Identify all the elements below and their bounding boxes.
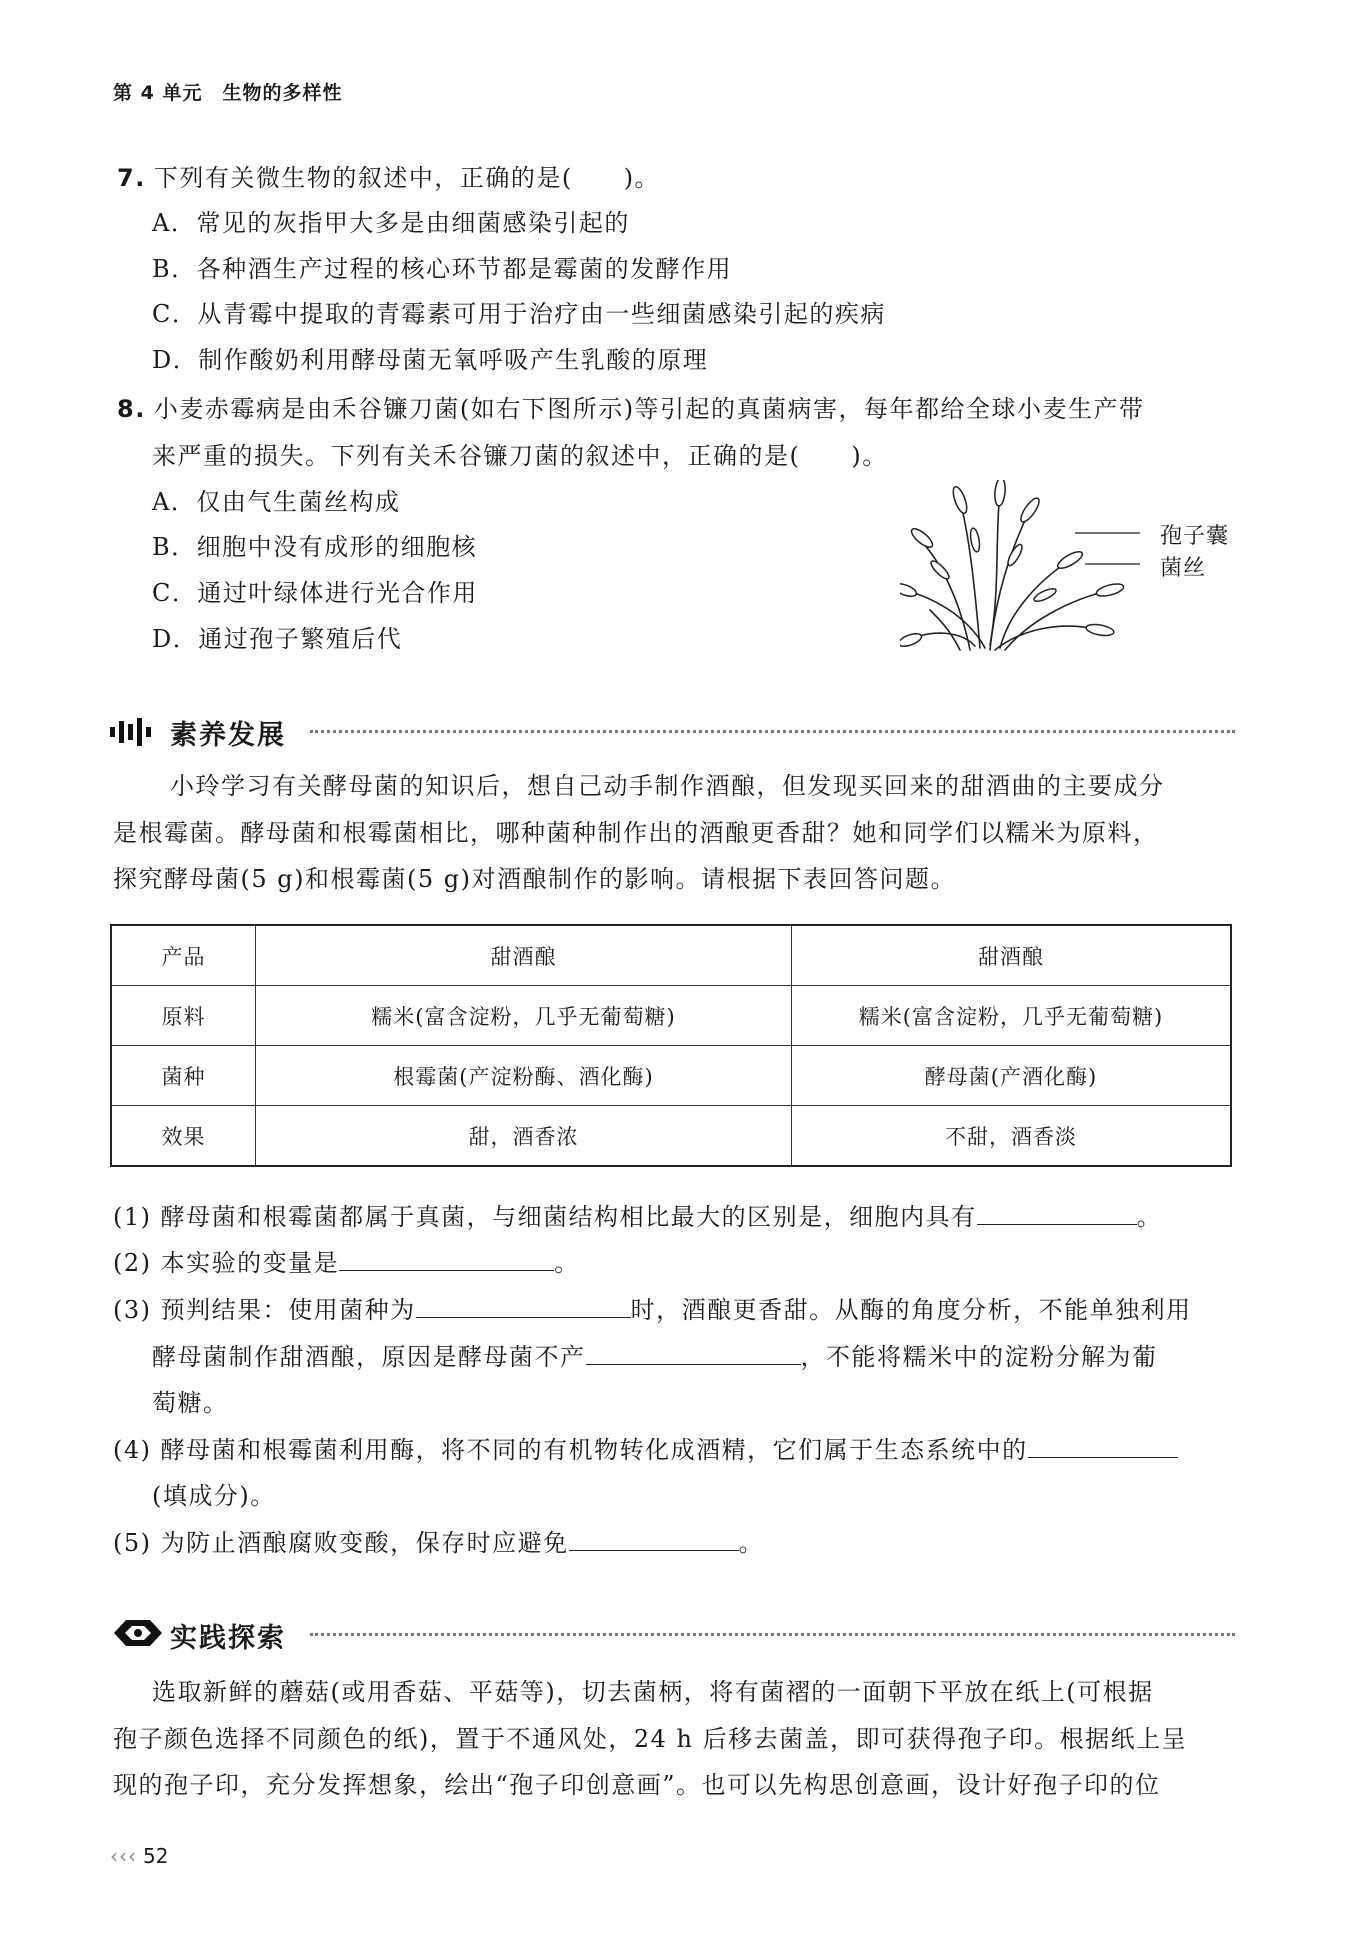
q8-stem-line2: 来严重的损失。下列有关禾谷镰刀菌的叙述中，正确的是( )。 xyxy=(152,442,888,470)
q7-number: 7. xyxy=(117,164,146,192)
subquestion-4-line1: (4) 酵母菌和根霉菌利用酶，将不同的有机物转化成酒精，它们属于生态系统中的 xyxy=(113,1430,1178,1465)
section1-intro-line1: 小玲学习有关酵母菌的知识后，想自己动手制作酒酿，但发现买回来的甜酒曲的主要成分 xyxy=(170,772,1165,800)
hexagon-section-icon xyxy=(108,1616,168,1650)
q8-stem-line1: 8. 小麦赤霉病是由禾谷镰刀菌(如右下图所示)等引起的真菌病害，每年都给全球小麦生产带 xyxy=(117,395,1145,423)
subquestion-3-line1: (3) 预判结果：使用菌种为 时，酒酿更香甜。从酶的角度分析，不能单独利用 xyxy=(113,1296,1192,1324)
answer-blank[interactable] xyxy=(339,1248,554,1271)
q7-option-a: A．常见的灰指甲大多是由细菌感染引起的 xyxy=(152,209,630,237)
table-cell: 糯米(富含淀粉，几乎无葡萄糖) xyxy=(792,986,1232,1046)
table-row xyxy=(111,1106,1231,1167)
bars-section-icon xyxy=(110,718,166,746)
q7-option-b: B．各种酒生产过程的核心环节都是霉菌的发酵作用 xyxy=(152,255,733,283)
section2-text-line3: 现的孢子印，充分发挥想象，绘出“孢子印创意画”。也可以先构思创意画，设计好孢子印的位 xyxy=(113,1771,1161,1799)
table-cell: 根霉菌(产淀粉酶、酒化酶) xyxy=(256,1046,792,1106)
table-cell: 甜酒酿 xyxy=(256,925,792,986)
section2-text-line1: 选取新鲜的蘑菇(或用香菇、平菇等)，切去菌柄，将有菌褶的一面朝下平放在纸上(可根据 xyxy=(152,1678,1154,1706)
section2-text-line2: 孢子颜色选择不同颜色的纸)，置于不通风处，24 h 后移去菌盖，即可获得孢子印。根据纸上呈 xyxy=(113,1725,1188,1753)
q7-stem: 7. 下列有关微生物的叙述中，正确的是( )。 xyxy=(117,164,661,192)
table-cell: 酵母菌(产酒化酶) xyxy=(792,1046,1232,1106)
q8-option-a: A．仅由气生菌丝构成 xyxy=(152,488,401,516)
section-divider xyxy=(310,1633,1235,1636)
table-cell: 不甜，酒香淡 xyxy=(792,1106,1232,1167)
subquestion-5: (5) 为防止酒酿腐败变酸，保存时应避免 。 xyxy=(113,1529,765,1557)
section-divider xyxy=(310,730,1235,733)
table-cell: 甜酒酿 xyxy=(792,925,1232,986)
q8-option-b: B．细胞中没有成形的细胞核 xyxy=(152,533,478,561)
table-cell: 糯米(富含淀粉，几乎无葡萄糖) xyxy=(256,986,792,1046)
table-row xyxy=(111,925,1231,986)
answer-blank[interactable] xyxy=(977,1202,1137,1225)
subquestion-1: (1) 酵母菌和根霉菌都属于真菌，与细菌结构相比最大的区别是，细胞内具有 。 xyxy=(113,1203,1163,1231)
hypha-label: 菌丝 xyxy=(1160,556,1207,581)
experiment-table xyxy=(110,924,1232,1167)
section-title-practice: 实践探索 xyxy=(170,1623,286,1654)
page-footer xyxy=(110,1844,168,1868)
subquestion-2: (2) 本实验的变量是 。 xyxy=(113,1249,580,1277)
table-row xyxy=(111,986,1231,1046)
table-cell: 产品 xyxy=(111,925,256,986)
q7-option-c: C．从青霉中提取的青霉素可用于治疗由一些细菌感染引起的疾病 xyxy=(152,300,886,328)
q8-option-d: D．通过孢子繁殖后代 xyxy=(152,625,403,653)
sporangium-label: 孢子囊 xyxy=(1160,524,1230,549)
section1-intro-line2: 是根霉菌。酵母菌和根霉菌相比，哪种菌种制作出的酒酿更香甜？她和同学们以糯米为原料， xyxy=(113,819,1159,847)
answer-blank[interactable] xyxy=(1028,1435,1178,1458)
q8-option-c: C．通过叶绿体进行光合作用 xyxy=(152,579,478,607)
answer-blank[interactable] xyxy=(569,1528,739,1551)
unit-header: 第 4 单元 生物的多样性 xyxy=(113,82,343,104)
table-cell: 效果 xyxy=(111,1106,256,1167)
table-cell: 菌种 xyxy=(111,1046,256,1106)
table-cell: 甜，酒香浓 xyxy=(256,1106,792,1167)
answer-blank[interactable] xyxy=(416,1295,631,1318)
subquestion-4-line2: (填成分)。 xyxy=(152,1482,276,1510)
answer-blank[interactable] xyxy=(586,1342,801,1365)
table-row xyxy=(111,1046,1231,1106)
section-title-literacy: 素养发展 xyxy=(170,720,286,751)
subquestion-3-line2: 酵母菌制作甜酒酿，原因是酵母菌不产 ，不能将糯米中的淀粉分解为葡 xyxy=(152,1343,1158,1371)
table-cell: 原料 xyxy=(111,986,256,1046)
section1-intro-line3: 探究酵母菌(5 g)和根霉菌(5 g)对酒酿制作的影响。请根据下表回答问题。 xyxy=(113,865,956,893)
footer-arrows: ‹‹‹ xyxy=(110,1844,137,1868)
q7-option-d: D．制作酸奶利用酵母菌无氧呼吸产生乳酸的原理 xyxy=(152,346,709,374)
subquestion-3-line3: 萄糖。 xyxy=(152,1389,229,1417)
page-number: 52 xyxy=(143,1844,169,1868)
q8-number: 8. xyxy=(117,395,146,423)
